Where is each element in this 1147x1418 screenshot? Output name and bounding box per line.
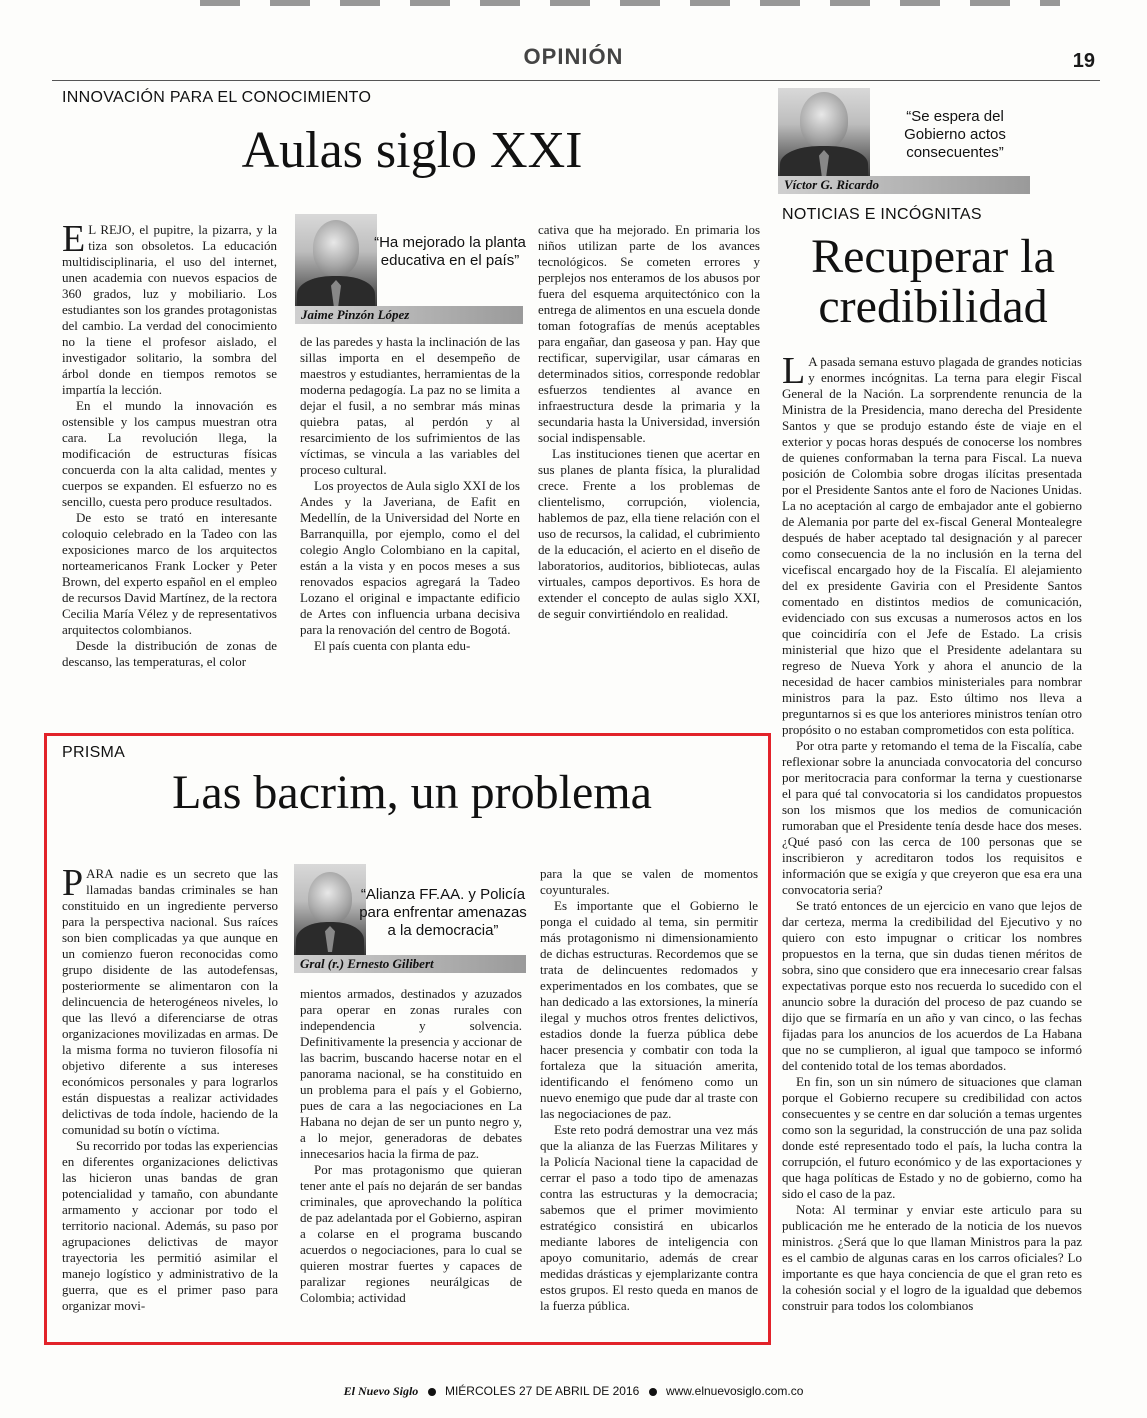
article1-col1-paragraph: En el mundo la innovación es ostensible y los campus muestran otra cara. La revolución llega, la modificación de estructuras físicas concuerda con la alta calidad, mentes y cuerpos se expanden. El esfuerzo no es sencillo, cuesta pero produce resultados.	[62, 398, 277, 509]
article1-col2-paragraph: Los proyectos de Aula siglo XXI de los Andes y la Javeriana, de Eafit en Medellín, de la Universidad del Norte en Barranquilla, por ejemplo, como el del colegio Anglo Colombiano en la capital, están a la vista y en pocos meses a sus renovados espacios agregará la Tadeo Lozano el original e impactante edificio de Artes con influencia urbana decisiva para la renovación del centro de Bogotá.	[300, 478, 520, 637]
article1-kicker: INNOVACIÓN PARA EL CONOCIMIENTO	[62, 89, 372, 106]
author-photo	[778, 88, 870, 178]
article3-column-1	[62, 862, 278, 1314]
bullet-icon	[649, 1388, 657, 1396]
article2-paragraph: En fin, son un sin número de situaciones que claman porque el Gobierno recupere su credibilidad con actos consecuentes y se centre en dar solución a temas urgentes como son la seguridad, la construcción de una paz solida donde esté representado todo el país, la lucha contra la corrupción, el futuro económico y de las exportaciones y que haga políticas de Estado y no de gobierno, como ha sido el caso de la paz.	[782, 1074, 1082, 1201]
article1-col1-paragraph: De esto se trató en interesante coloquio celebrado en la Tadeo con las exposiciones marco de los arquitectos norteamericanos Frank Locker y Peter Brown, del experto español en el empleo de recursos David Martínez, de la rectora Cecilia María Vélez y de representativos arquitectos colombianos.	[62, 510, 277, 637]
top-edge-scrap	[200, 0, 1060, 6]
article1-col1-paragraph: Desde la distribución de zonas de descanso, las temperaturas, el color	[62, 638, 277, 669]
header-rule	[52, 80, 1100, 81]
article3-col3-paragraph: para la que se valen de momentos coyunturales.	[540, 866, 758, 897]
article1-col2-paragraph: de las paredes y hasta la inclinación de las sillas importa en el desempeño de maestros y estudiantes, herramientas de la moderna pedagogía. La paz no se limita a dejar el fusil, a no sembrar más minas quiebra patas, al perdón y al resarcimiento de los sufrimientos de las víctimas, se vincula a las variables del proceso cultural.	[300, 334, 520, 477]
article2-paragraph: Nota: Al terminar y enviar este articulo para su publicación me he enterado de la noticia de los nuevos ministros. ¿Será que lo que llaman Ministros para la paz es el cambio de algunas caras en los carros oficiales? Lo importante es que haya conciencia de que el gran reto es la cohesión social y el logro de la igualdad que debemos construir para todos los colombianos	[782, 1202, 1082, 1313]
article2-headline: Recuperar la credibilidad	[811, 230, 1055, 334]
dropcap: P	[62, 862, 84, 904]
article3-col1-paragraph: PARA nadie es un secreto que las llamadas bandas criminales se han constituido en un ingrediente perverso para la perspectiva nacional. Sus raíces son bien complicadas ya que aunque en un comienzo fueron reconocidas como grupo disidente de las autodefensas, posteriormente se alimentaron con la delincuencia de heterogéneos niveles, lo que las llevó a diferenciarse de otras organizaciones movilizadas en armas. De la misma forma no tuvieron filosofía ni objetivo diferente a sus intereses económicos personales y para lograrlos están dispuestas a realizar actividades delictivas de toda índole, haciendo de la comunidad su botín o víctima.	[62, 862, 278, 1137]
article2-kicker: NOTICIAS E INCÓGNITAS	[782, 206, 982, 223]
article2-paragraph: Se trató entonces de un ejercicio en vano que lejos de dar certeza, merma la credibilidad del Ejecutivo y no quiero con esto impugnar o criticar los nombres propuestos en la terna, que sin dudas tienen méritos de sobra, sino que considero que era innecesario crear falsas expectativas porque esto nos recuerda lo sucedido con el anuncio sobre la duración del proceso de paz cuando se dijo que se firmaría en un año y van cinco, o las fechas fijadas para los anuncios de los acuerdos de La Habana que no se cumplieron, al igual que tampoco se informó del contenido total de los temas abordados.	[782, 898, 1082, 1073]
article1-column-1	[62, 218, 277, 670]
author-photo	[294, 864, 366, 956]
section-title: OPINIÓN	[523, 44, 624, 69]
article1-column-2	[300, 334, 520, 654]
author-name: Víctor G. Ricardo	[778, 176, 1030, 194]
article3-col2-paragraph: Por mas protagonismo que quieran tener ante el país no dejarán de ser bandas criminales, que aprovechando la política de paz adelantada por el Gobierno, aspiran a colarse en el programa buscando acuerdos o negociaciones, para lo cual se quieren mostrar fuertes y capaces de paralizar regiones neurálgicas de Colombia; actividad	[300, 1162, 522, 1305]
page-footer	[0, 1384, 1147, 1399]
bullet-icon	[428, 1388, 436, 1396]
article3-col2-paragraph: mientos armados, destinados y azuzados para operar en zonas rurales con independencia y solvencia. Definitivamente la presencia y accionar de las bacrim, buscando hacerse notar en el panorama nacional, se ha constituido en un problema para el país y el Gobierno, pues de cara a las negociaciones en La Habana no dejan de ser un punto negro y, a lo mejor, generadoras de debates innecesarios hacia la firma de paz.	[300, 986, 522, 1161]
author-name: Gral (r.) Ernesto Gilibert	[294, 955, 526, 973]
article1-column-3	[538, 222, 760, 622]
article3-column-3	[540, 866, 758, 1314]
article1-headline: Aulas siglo XXI	[241, 122, 583, 179]
newspaper-brand: El Nuevo Siglo	[343, 1384, 419, 1398]
page-number: 19	[1072, 50, 1095, 72]
pull-quote: “Se espera del Gobierno actos consecuentes”	[904, 108, 1006, 161]
pull-quote: “Alianza FF.AA. y Policía para enfrentar amenazas a la democracia”	[359, 886, 527, 939]
website-url: www.elnuevosiglo.com.co	[665, 1384, 804, 1398]
dropcap: E	[62, 218, 86, 260]
pull-quote: “Ha mejorado la planta educativa en el país”	[374, 234, 526, 269]
dropcap: L	[782, 350, 806, 392]
article1-col3-paragraph: Las instituciones tienen que acertar en sus planes de planta física, la pluralidad crece. Frente a los problemas de clientelismo, corrupción, violencia, hablemos de paz, ella tiene relación con el uso de recursos, la calidad, el cubrimiento de la educación, el acierto en el diseño de laboratorios, auditorios, bibliotecas, aulas virtuales, campos deportivos. Es hora de extender el concepto de aulas siglo XXI, de seguir convirtiéndolo en realidad.	[538, 446, 760, 621]
article2-body	[782, 350, 1082, 1314]
article1-col3-paragraph: cativa que ha mejorado. En primaria los niños utilizan parte de los avances tecnológicos. Se cometen errores y perplejos nos enteramos de los abusos por fuera del esquema arquitectónico con la entrega de alimentos en una escuela donde toman fotografías de menús aceptables para engañar, dan gaseosa y pan. Hay que rectificar, supervigilar, usar cámaras en determinados sitios, corresponde redoblar esfuerzos tendientes al avance en infraestructura desde la primaria y la secundaria hasta la Universidad, inversión social indispensable.	[538, 222, 760, 445]
article3-col3-paragraph: Este reto podrá demostrar una vez más que la alianza de las Fuerzas Militares y la Policía Nacional tiene la capacidad de cerrar el paso a todo tipo de amenazas contra las estructuras y la democracia; sabemos que el primer movimiento estratégico consistirá en ubicarlos mediante labores de inteligencia con apoyo comunitario, además de crear medidas drásticas y ejemplarizante contra estos grupos. El resto queda en manos de la fuerza pública.	[540, 1122, 758, 1313]
article1-col1-paragraph: E L REJO, el pupitre, la pizarra, y la tiza son obsoletos. La educación multidisciplinaria, el uso del internet, unen academia con nuevos espacios de 360 grados, luz y mobiliario. Los estudiantes son los grandes protagonistas del cambio. La verdad del conocimiento no la tiene el profesor aislado, el investigador solitario, la sombra del árbol donde en tiempos remotos se impartía la lección.	[62, 218, 277, 397]
issue-date: MIÉRCOLES 27 DE ABRIL DE 2016	[444, 1384, 640, 1398]
article2-paragraph: L A pasada semana estuvo plagada de grandes noticias y enormes incógnitas. La terna para elegir Fiscal General de la Nación. La sorprendente renuncia de la Ministra de la Presidencia, mano derecha del Presidente Santos y que se produjo estando éste de viaje en el exterior y pocas horas después de conocerse los nombres de quienes conformaban la terna para Fiscal. La nueva posición de Colombia sobre drogas ilícitas presentada por el Presidente Santos ante el foro de Naciones Unidas. La no aceptación al cargo de embajador ante el gobierno de Alemania por parte del ex-fiscal General Montealegre después de haber aceptado tal designación y al parecer como consecuencia de la no inclusión en la terna del vicefiscal encargado hoy de la Fiscalía. El alejamiento del ex presidente Gaviria con el Presidente Santos comentado en distintos medios de comunicación, evidenciado con sus excusas a numerosos actos en los que coincidiría con el Jefe de Estado. La crisis ministerial que hizo que el Presidente adelantara su regreso de Nueva York y ahora el anuncio de la necesidad de hacer cambios ministeriales para nombrar ministros para la paz. Esto último nos lleva a preguntarnos si es que los anteriores ministros tenían otro propósito o no estaban comprometidos con esta política.	[782, 350, 1082, 737]
article1-col2-paragraph: El país cuenta con planta edu-	[314, 638, 471, 653]
article3-headline: Las bacrim, un problema	[172, 766, 652, 819]
author-photo	[295, 214, 377, 308]
article3-col3-paragraph: Es importante que el Gobierno le ponga el cuidado al tema, sin permitir más protagonismo ni dimensionamiento de dichas estructuras. Recordemos que se trata de delincuentes redomados y experimentados en los combates, que se han dedicado a las extorsiones, la minería ilegal y muchos otros frentes delictivos, estadios donde la fuerza pública debe hacer presencia y combatir con toda la fortaleza que la situación amerita, identificando el fenómeno como un nuevo enemigo que pude dar al traste con las negociaciones de paz.	[540, 898, 758, 1121]
article3-col1-paragraph: Su recorrido por todas las experiencias en diferentes organizaciones delictivas las hicieron unas bandas de gran potencialidad y tamaño, con abundante armamento y accionar por todo el territorio nacional. Además, su paso por agrupaciones delictivas de mayor trayectoria les permitió asimilar el manejo logístico y administrativo de la guerra, que es el primer paso para organizar movi-	[62, 1138, 278, 1313]
article3-kicker: PRISMA	[62, 744, 126, 761]
author-name: Jaime Pinzón López	[295, 306, 523, 324]
article3-column-2	[300, 986, 522, 1306]
article2-paragraph: Por otra parte y retomando el tema de la Fiscalía, cabe reflexionar sobre la anunciada convocatoria del concurso por meritocracia para conformar la terna y cuestionarse el para qué tal convocatoria si los candidatos propuestos son los mismos que los medios de comunicación rumoraban que el Presidente tenía desde hace dos meses. ¿Qué pasó con las cerca de 100 personas que se inscribieron y acreditaron todos los requisitos e información que se exigía y que creyeron que esa era una convocatoria seria?	[782, 738, 1082, 897]
